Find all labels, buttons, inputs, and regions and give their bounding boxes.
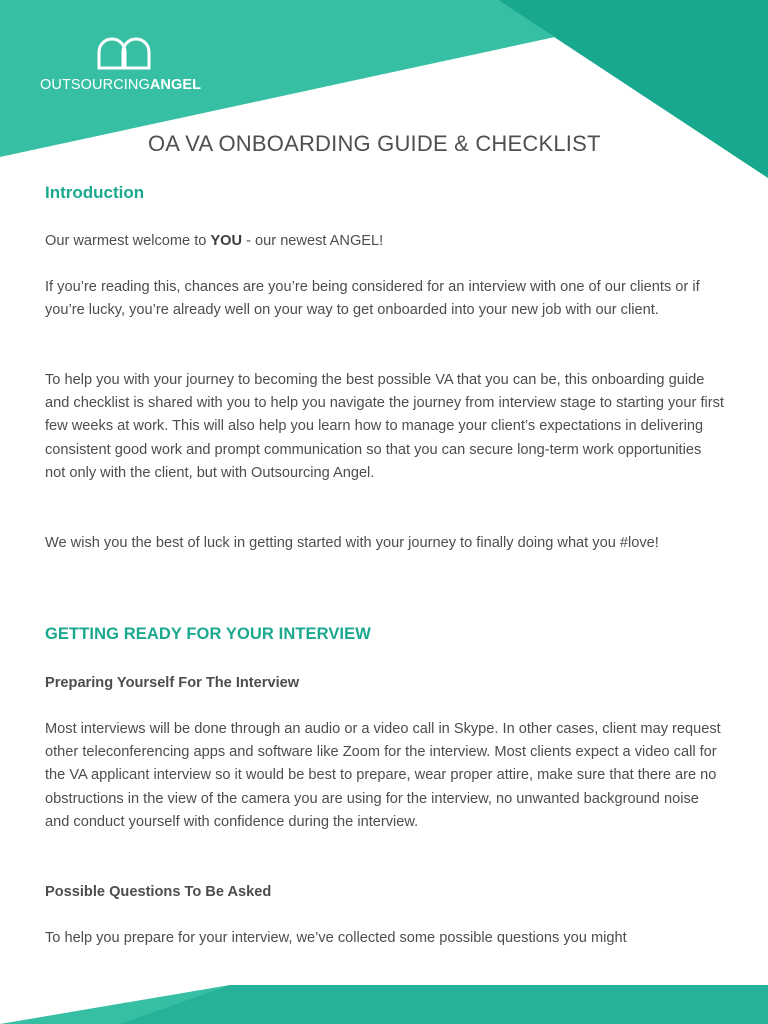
angel-logo-icon: [96, 36, 152, 70]
welcome-paragraph: Our warmest welcome to YOU - our newest ANGEL!: [45, 233, 384, 249]
preparing-paragraph: Most interviews will be done through an audio or a video call in Skype. In other cases, client may request other teleconferencing apps and software like Zoom for the interview. Most clients expect a video call for the VA applicant interview so it would be best to prepare, wear proper attire, make sure that there are no obstructions in the view of the camera you are using for the interview, no unwanted background noise and conduct yourself with confidence during the interview.: [45, 721, 721, 830]
subheading-questions: Possible Questions To Be Asked: [45, 884, 272, 900]
logo-wordmark: OUTSOURCINGANGEL: [40, 77, 202, 93]
intro-paragraph-4: We wish you the best of luck in getting started with your journey to finally doing what you #love!: [45, 535, 659, 551]
questions-paragraph: To help you prepare for your interview, we’ve collected some possible questions you might: [45, 930, 627, 946]
document-title: OA VA ONBOARDING GUIDE & CHECKLIST: [148, 131, 601, 156]
introduction-heading: Introduction: [45, 183, 145, 202]
intro-paragraph-2: If you’re reading this, chances are you’re being considered for an interview with one of our clients or if you’re lucky, you’re already well on your way to get onboarded into your new job with our client.: [45, 279, 700, 319]
section-heading-interview: GETTING READY FOR YOUR INTERVIEW: [45, 625, 371, 643]
brand-logo: [40, 36, 210, 93]
intro-paragraph-3: To help you with your journey to becoming the best possible VA that you can be, this onboarding guide and checklist is shared with you to help you navigate the journey from interview stage to starting your first few weeks at work. This will also help you learn how to manage your client’s expectations in delivering consistent good work and prompt communication so that you can secure long-term work opportunities not only with the client, but with Outsourcing Angel.: [45, 372, 724, 481]
subheading-preparing: Preparing Yourself For The Interview: [45, 675, 300, 691]
